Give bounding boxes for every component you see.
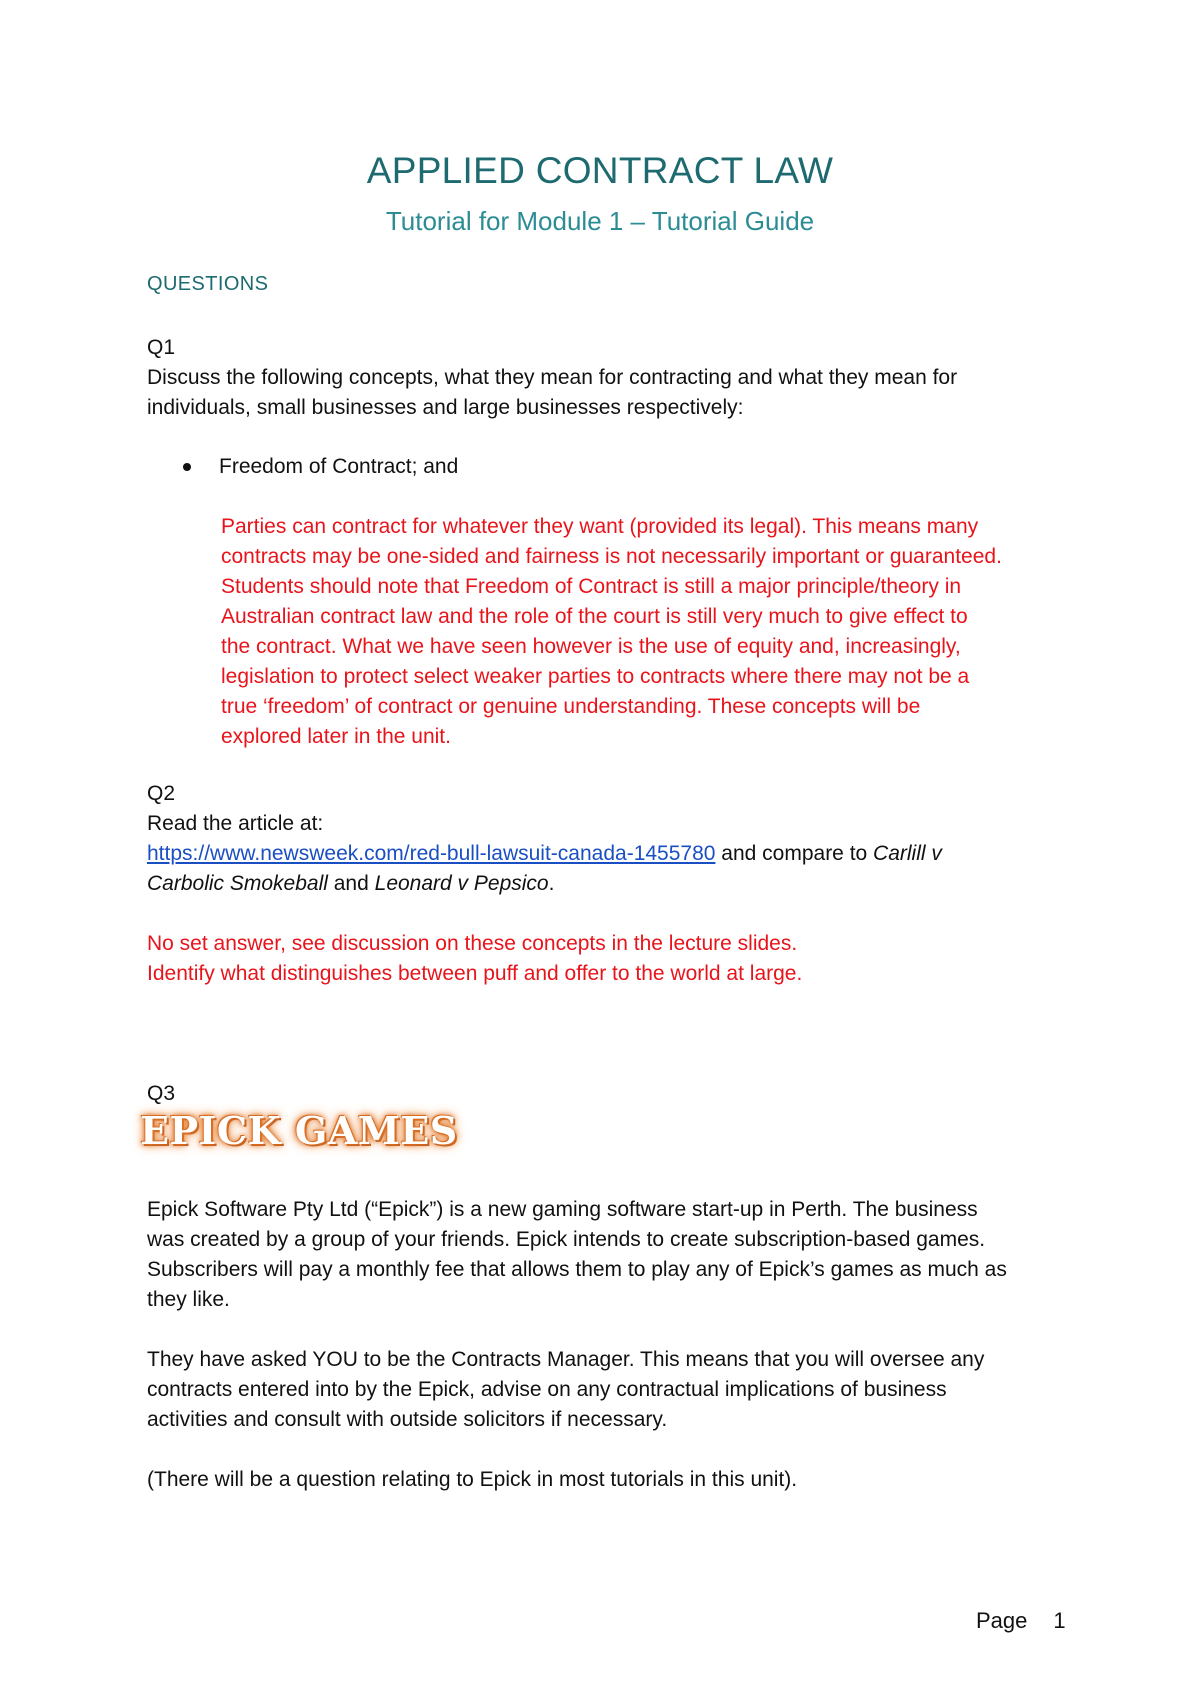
section-heading: QUESTIONS: [147, 273, 269, 295]
q3-paragraph-1: [147, 1195, 1067, 1315]
q1-answer-line: contracts may be one-sided and fairness is not necessarily important or guaranteed.: [221, 545, 1002, 568]
q1-prompt-line: individuals, small businesses and large businesses respectively:: [147, 396, 744, 419]
page-number: [976, 1608, 1066, 1634]
q2-compare-text: and compare to: [715, 842, 874, 865]
q3-text-line: activities and consult with outside solicitors if necessary.: [147, 1408, 668, 1431]
q2-prompt-line: Read the article at:: [147, 812, 324, 835]
epick-games-logo: EPICK GAMES: [140, 1108, 458, 1153]
article-link[interactable]: https://www.newsweek.com/red-bull-lawsuit-canada-1455780: [147, 842, 716, 865]
q3-paragraph-3: (There will be a question relating to Epick in most tutorials in this unit).: [147, 1468, 798, 1491]
case-name: Carbolic Smokeball: [147, 872, 328, 895]
q2-and-text: and: [327, 872, 375, 895]
q2-period: .: [548, 872, 555, 895]
document-title: APPLIED CONTRACT LAW: [366, 150, 834, 191]
q2-link-line: [147, 839, 1067, 869]
q2-cases-line: [147, 869, 1067, 899]
q1-answer-line: Students should note that Freedom of Contract is still a major principle/theory in: [221, 575, 962, 598]
q1-answer-line: explored later in the unit.: [221, 725, 451, 748]
q1-answer-line: Parties can contract for whatever they want (provided its legal). This means many: [221, 515, 979, 538]
q1-answer-line: true ‘freedom’ of contract or genuine understanding. These concepts will be: [221, 695, 921, 718]
case-name: Leonard v Pepsico: [374, 872, 549, 895]
q3-paragraph-2: [147, 1345, 1067, 1435]
page-label: Page: [976, 1608, 1028, 1633]
q1-bullet-text: Freedom of Contract; and: [219, 455, 459, 478]
q3-text-line: contracts entered into by the Epick, advise on any contractual implications of business: [147, 1378, 947, 1401]
q1-bullet-item: [183, 452, 458, 482]
q2-answer-line: No set answer, see discussion on these concepts in the lecture slides.: [147, 932, 798, 955]
q3-text-line: they like.: [147, 1288, 230, 1311]
case-name: Carlill v: [873, 842, 942, 865]
q3-text-line: was created by a group of your friends. Epick intends to create subscription-based games.: [147, 1228, 986, 1251]
bullet-icon: [183, 463, 191, 471]
q2-answer: [147, 929, 1007, 989]
document-subtitle: Tutorial for Module 1 – Tutorial Guide: [385, 206, 815, 236]
page-number-value: 1: [1053, 1608, 1066, 1633]
q1-answer: [221, 512, 1081, 752]
q1-answer-line: the contract. What we have seen however is the use of equity and, increasingly,: [221, 635, 961, 658]
q2-answer-line: Identify what distinguishes between puff and offer to the world at large.: [147, 962, 803, 985]
q3-text-line: Subscribers will pay a monthly fee that allows them to play any of Epick’s games as much as: [147, 1258, 1007, 1281]
q3-text-line: Epick Software Pty Ltd (“Epick”) is a new gaming software start-up in Perth. The business: [147, 1198, 978, 1221]
q3-label-block: [147, 1079, 1067, 1109]
q1-block: [147, 333, 1067, 423]
q2-block: [147, 779, 1067, 899]
q1-label: Q1: [147, 336, 176, 359]
q1-answer-line: legislation to protect select weaker parties to contracts where there may not be a: [221, 665, 970, 688]
q2-label: Q2: [147, 782, 176, 805]
q3-text-line: They have asked YOU to be the Contracts Manager. This means that you will oversee any: [147, 1348, 985, 1371]
q1-answer-line: Australian contract law and the role of the court is still very much to give effect to: [221, 605, 968, 628]
q3-label: Q3: [147, 1082, 176, 1105]
q1-prompt-line: Discuss the following concepts, what they mean for contracting and what they mean for: [147, 366, 958, 389]
